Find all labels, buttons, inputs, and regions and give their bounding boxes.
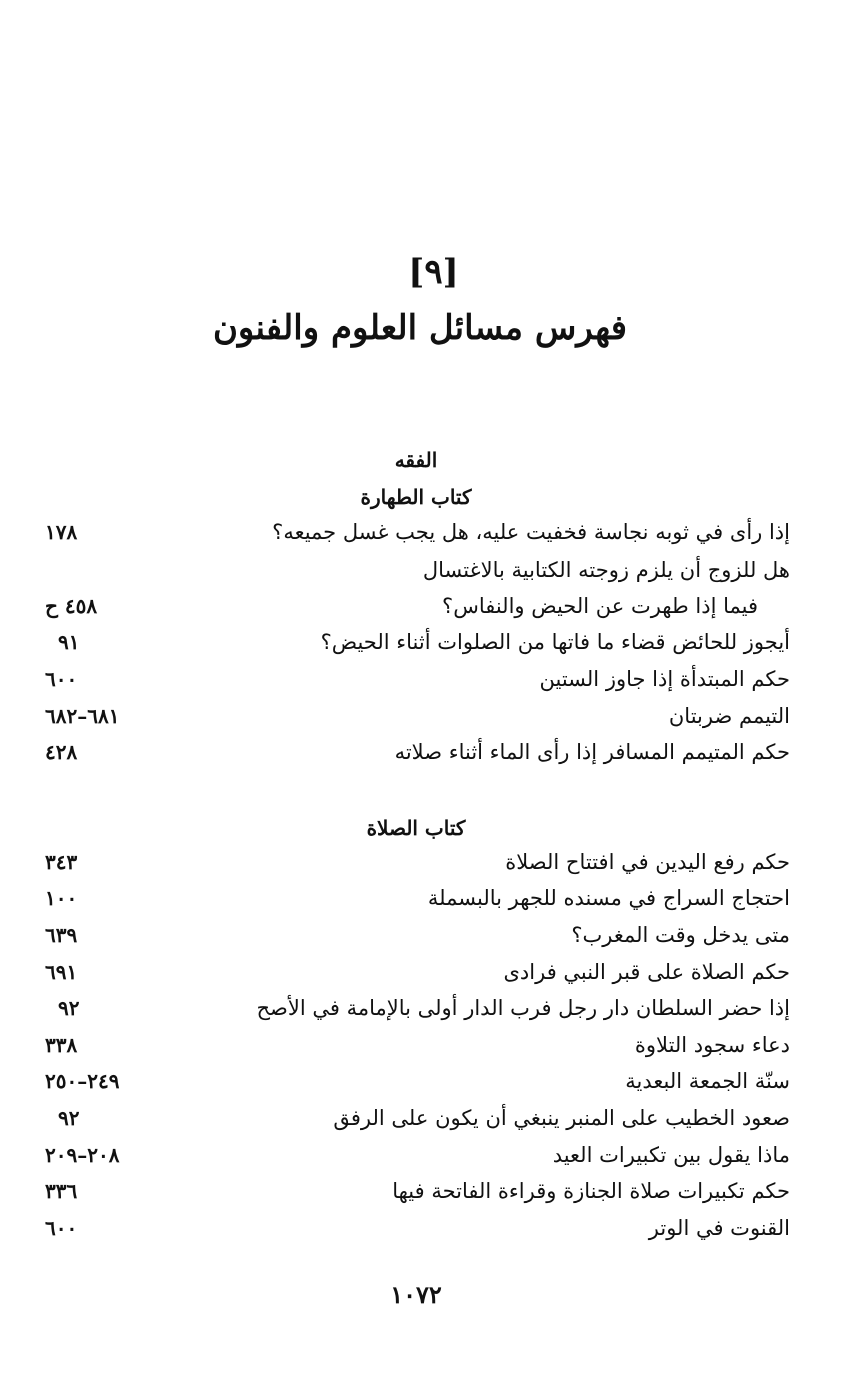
entry-text: إذا رأى في ثوبه نجاسة فخفيت عليه، هل يجب غسل جميعه؟ bbox=[272, 520, 790, 544]
entry-page-number: ٢٤٩–٢٥٠ bbox=[45, 1069, 120, 1093]
entry-page-number: ٤٢٨ bbox=[45, 740, 78, 764]
index-entry bbox=[40, 740, 790, 778]
entry-page-number: ٢٠٨–٢٠٩ bbox=[45, 1143, 120, 1167]
entry-page-number: ٦٩١ bbox=[45, 960, 78, 984]
index-entry bbox=[40, 850, 790, 888]
entry-text: حكم الصلاة على قبر النبي فرادى bbox=[503, 960, 790, 984]
entry-text: ماذا يقول بين تكبيرات العيد bbox=[552, 1143, 790, 1167]
entry-page-number: ١٧٨ bbox=[45, 520, 78, 544]
entry-text: إذا حضر السلطان دار رجل فرب الدار أولى بالإمامة في الأصح bbox=[256, 996, 790, 1020]
index-entry bbox=[40, 594, 790, 632]
entry-text: متى يدخل وقت المغرب؟ bbox=[571, 923, 790, 947]
entry-page-number: ٩١ bbox=[58, 630, 80, 654]
entry-page-number: ٩٢ bbox=[58, 996, 80, 1020]
index-entry bbox=[40, 704, 790, 742]
page-number: ١٠٧٢ bbox=[390, 1280, 442, 1309]
entry-page-number: ٦٣٩ bbox=[45, 923, 78, 947]
index-entry bbox=[40, 1069, 790, 1107]
index-entry bbox=[40, 1216, 790, 1254]
chapter-heading-taharah: كتاب الطهارة bbox=[360, 485, 472, 509]
entry-text: حكم المبتدأة إذا جاوز الستين bbox=[539, 667, 790, 691]
index-entry bbox=[40, 667, 790, 705]
index-entry bbox=[40, 520, 790, 558]
index-entry bbox=[40, 1179, 790, 1217]
chapter-heading-salah: كتاب الصلاة bbox=[366, 816, 466, 840]
entry-page-number: ٦٠٠ bbox=[45, 667, 78, 691]
index-entry bbox=[40, 960, 790, 998]
entry-text: التيمم ضربتان bbox=[668, 704, 790, 728]
entry-text: حكم تكبيرات صلاة الجنازة وقراءة الفاتحة فيها bbox=[392, 1179, 790, 1203]
section-heading-fiqh: الفقه bbox=[394, 448, 438, 472]
entry-page-number: ٣٣٨ bbox=[45, 1033, 78, 1057]
entry-text: القنوت في الوتر bbox=[648, 1216, 790, 1240]
entry-text: احتجاج السراج في مسنده للجهر بالبسملة bbox=[427, 886, 790, 910]
entry-text: صعود الخطيب على المنبر ينبغي أن يكون على الرفق bbox=[333, 1106, 790, 1130]
page-title: فهرس مسائل العلوم والفنون bbox=[212, 308, 628, 348]
index-number: [٩] bbox=[408, 252, 459, 292]
entry-page-number: ٤٥٨ ح bbox=[45, 594, 98, 618]
index-entry bbox=[40, 1143, 790, 1181]
entry-text: دعاء سجود التلاوة bbox=[634, 1033, 790, 1057]
index-entry bbox=[40, 923, 790, 961]
entry-page-number: ٦٨١–٦٨٢ bbox=[45, 704, 120, 728]
index-entry bbox=[40, 1033, 790, 1071]
entry-page-number: ٩٢ bbox=[58, 1106, 80, 1130]
entry-page-number: ٣٤٣ bbox=[45, 850, 78, 874]
index-entry bbox=[40, 996, 790, 1034]
entry-text: هل للزوج أن يلزم زوجته الكتابية بالاغتسال bbox=[422, 558, 790, 582]
index-entry bbox=[40, 886, 790, 924]
entry-text: أيجوز للحائض قضاء ما فاتها من الصلوات أثناء الحيض؟ bbox=[320, 630, 790, 654]
entry-page-number: ١٠٠ bbox=[45, 886, 78, 910]
index-entry bbox=[40, 558, 790, 596]
entry-text: حكم المتيمم المسافر إذا رأى الماء أثناء صلاته bbox=[394, 740, 790, 764]
entry-page-number: ٣٣٦ bbox=[45, 1179, 78, 1203]
entry-text: حكم رفع اليدين في افتتاح الصلاة bbox=[505, 850, 790, 874]
entry-text: سنّة الجمعة البعدية bbox=[625, 1069, 790, 1093]
entry-text: فيما إذا طهرت عن الحيض والنفاس؟ bbox=[442, 594, 758, 618]
index-entry bbox=[40, 630, 790, 668]
index-entry bbox=[40, 1106, 790, 1144]
entry-page-number: ٦٠٠ bbox=[45, 1216, 78, 1240]
